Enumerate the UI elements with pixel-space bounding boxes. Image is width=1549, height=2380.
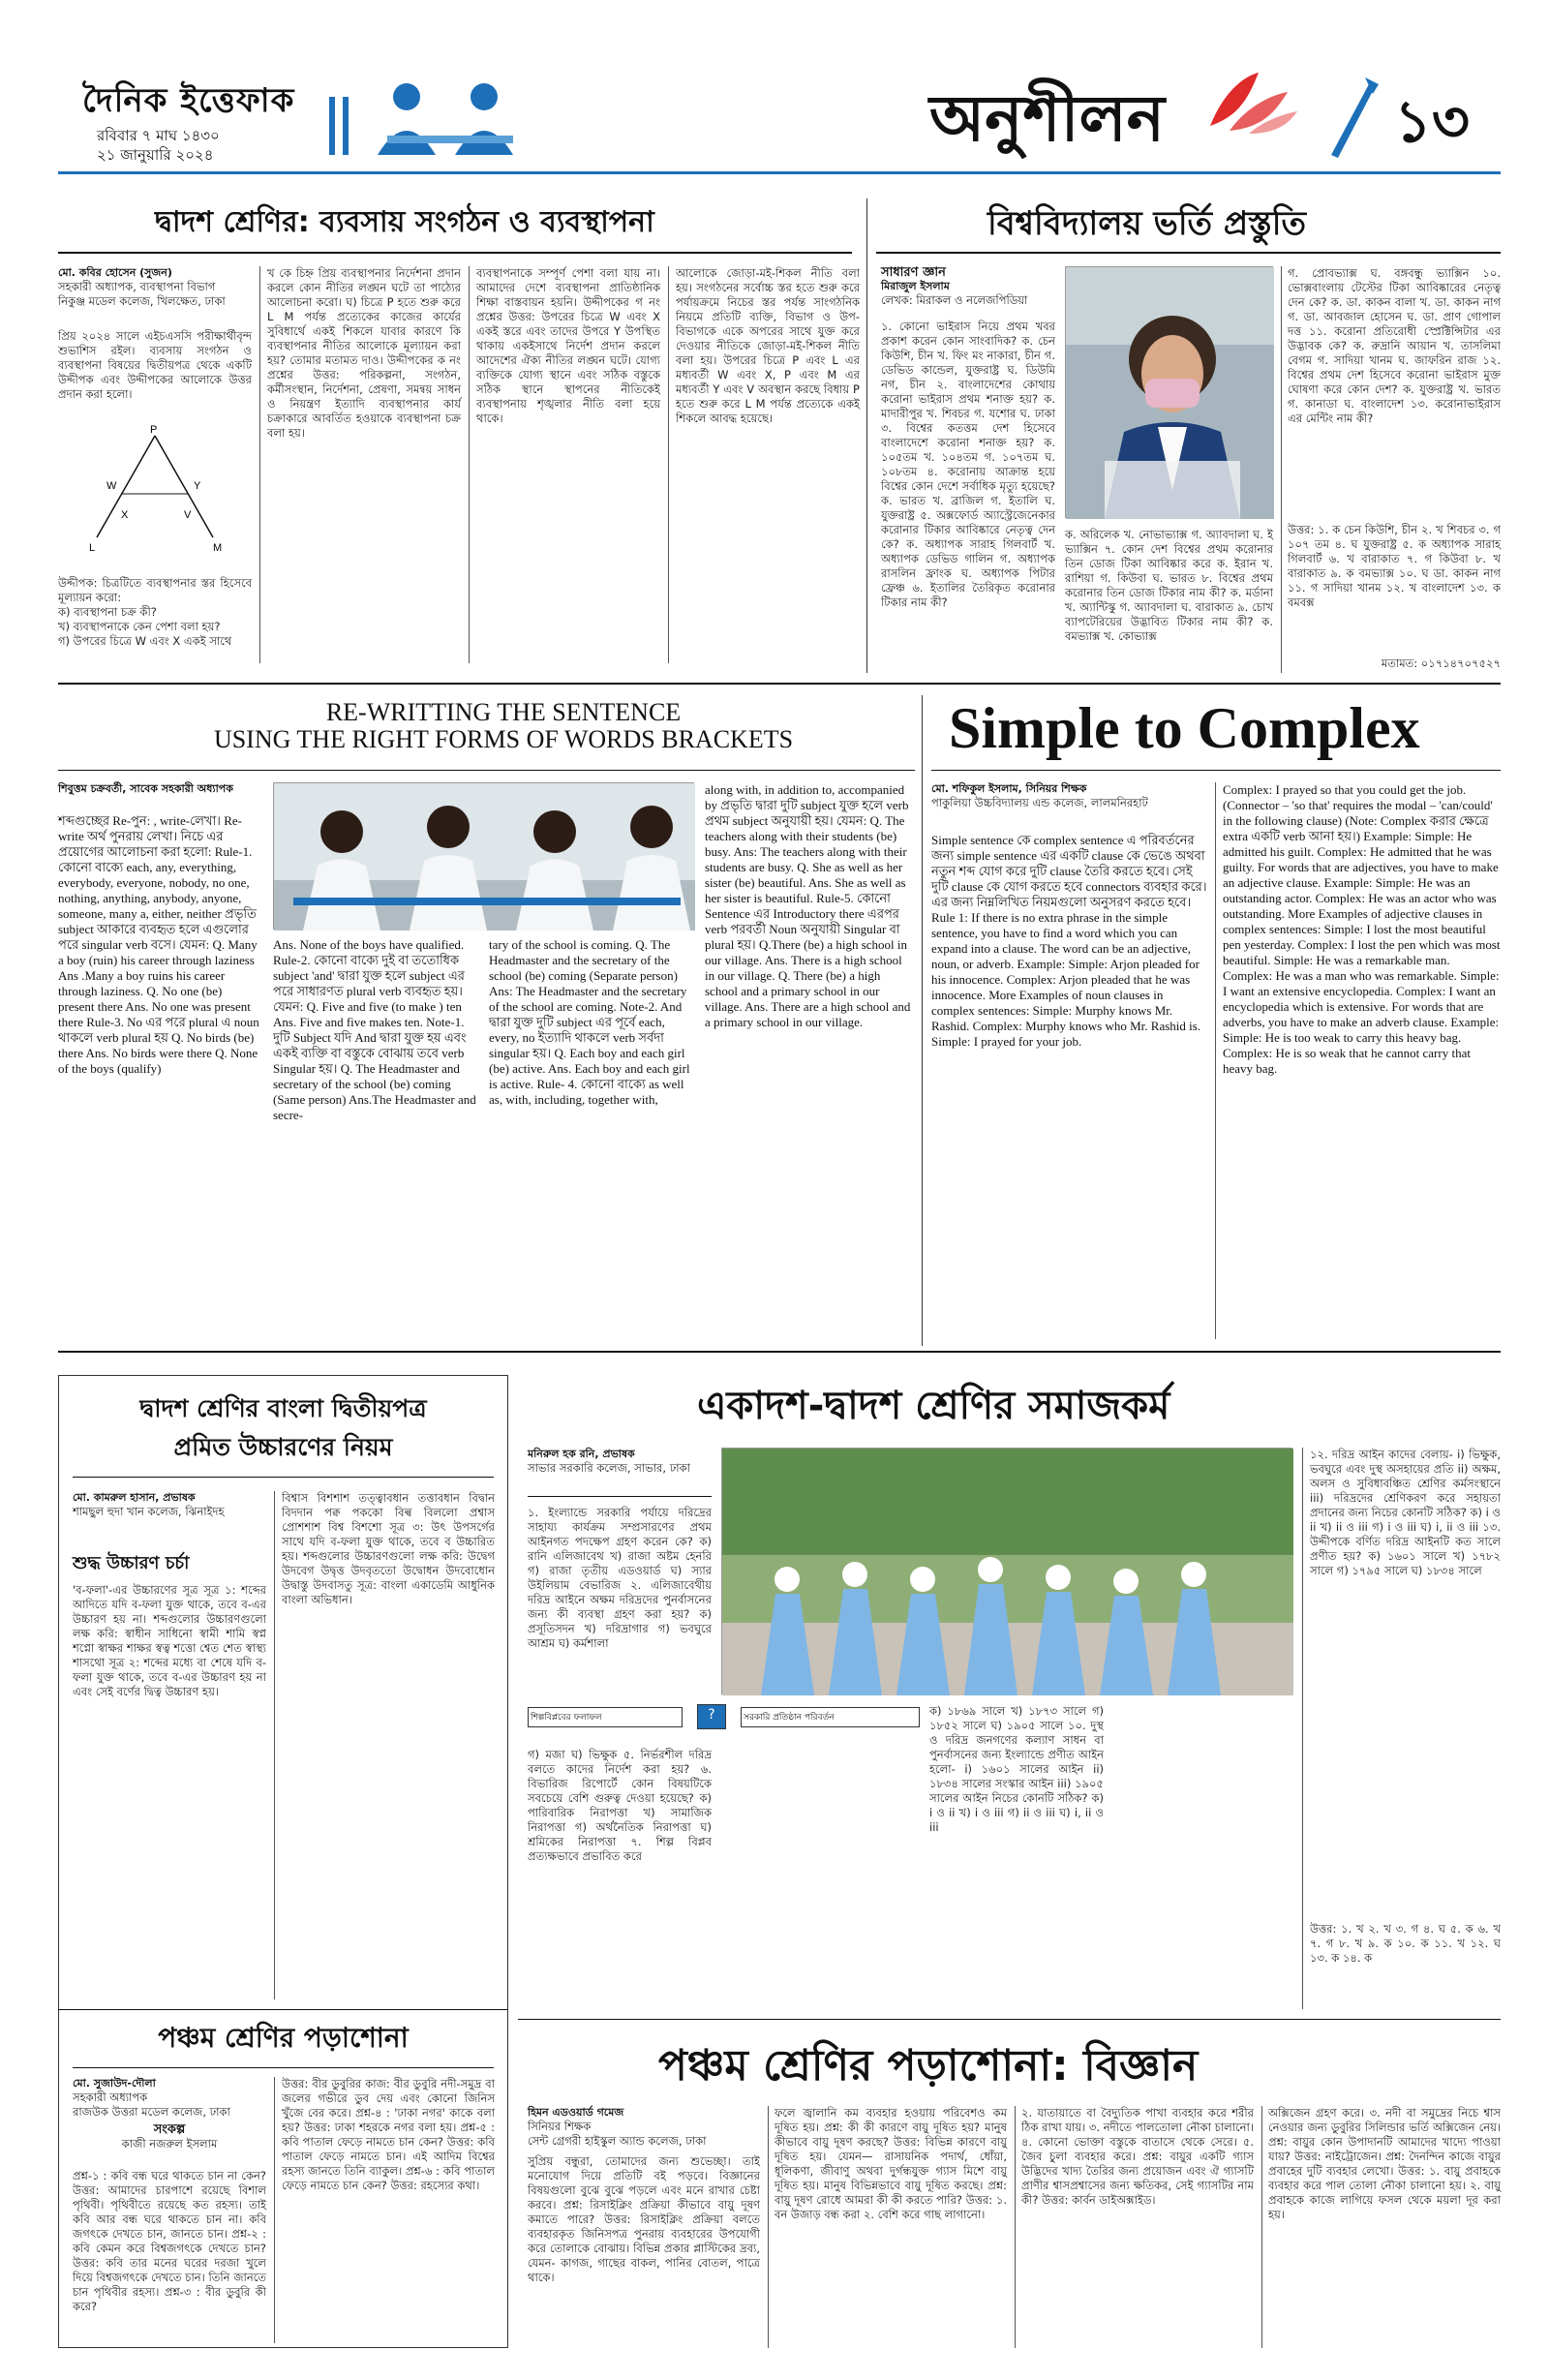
business-stimulus: [58, 576, 252, 649]
question-a: ক) ব্যবস্থাপনা চক্র কী?: [58, 605, 157, 619]
issue-date: [97, 126, 220, 165]
lesson-name: সংকল্প: [153, 2122, 186, 2137]
author-role: লেখক: মিরাকল ও নলেজপিডিয়া: [881, 293, 1028, 307]
author-name: মনিরুল হক রনি, প্রভাষক: [528, 1448, 635, 1460]
author-school: পাকুলিয়া উচ্চবিদ্যালয় এন্ড কলেজ, লালমনিরহাট: [931, 796, 1148, 809]
samaj-answers: উত্তর: ১. খ ২. খ ৩. গ ৪. ঘ ৫. ক ৬. খ ৭. গ ৮. খ ৯. ক ১০. ক ১১. খ ১২. ঘ ১৩. ক ১৪. ক: [1310, 1922, 1501, 1965]
author-name: মো. শফিকুল ইসলাম, সিনিয়র শিক্ষক: [931, 782, 1087, 795]
svg-text:M: M: [213, 542, 223, 554]
author-name: মিরাজুল ইসলাম: [881, 280, 950, 292]
author-school: সেন্ট গ্রেগরী হাইস্কুল অ্যান্ড কলেজ, ঢাকা: [528, 2134, 707, 2148]
newspaper-logo: দৈনিক ইত্তেফাক: [82, 81, 295, 120]
students-walking-photo: [721, 1448, 1292, 1694]
issue-date-bn: রবিবার ৭ মাঘ ১৪৩০: [97, 127, 220, 144]
samaj-title: একাদশ-দ্বাদশ শ্রেণির সমাজকর্ম: [697, 1384, 1170, 1428]
samaj-column-2: গ) মজা ঘ) ভিক্ষুক ৫. নির্ভরশীল দরিদ্র বলতে কাদের নির্দেশ করা হয়? ৬. বিভারিজ রিপোর্টে কোন বিষয়টিকে সবচেয়ে বেশি গুরুত্ব দেওয়া হয়েছে? ক) পারিবারিক নিরাপত্তা খ) সামাজিক নিরাপত্তা গ) অর্থনৈতিক নিরাপত্তা ঘ) শ্রমিকের নিরাপত্তা ৭. শিল্প বিপ্লব প্রত্যক্ষভাবে প্রভাবিত করে: [528, 1748, 712, 1863]
science-column-2: ফলে জ্বালানি কম ব্যবহার হওয়ায় পরিবেশও কম দূষিত হয়। প্রশ্ন: কী কী কারণে বায়ু দূষিত হয়? মানুষ কীভাবে বায়ু দূষণ করছে? উত্তর: বিভিন্ন কারণে বায়ু দূষিত হয়। যেমন— রাসায়নিক পদার্থ, ধোঁয়া, ধূলিকণা, জীবাণু অথবা দুর্গন্ধযুক্ত গ্যাস মিশে বায়ু দূষিত হয়। মানুষ বিভিন্নভাবে বায়ু দূষিত করছে। প্রশ্ন: বায়ু দূষণ রোধে আমরা কী কী করতে পারি? উত্তর: ১. বন উজাড় বন্ধ করা ২. বেশি করে গাছ লাগানো।: [774, 2106, 1007, 2221]
author-name: মো. কামরুল হাসান, প্রভাষক: [73, 1491, 196, 1504]
samaj-column-3: ক) ১৮৬৯ সালে খ) ১৮৭৩ সালে গ) ১৮৫২ সালে ঘ) ১৯০৫ সালে ১০. দুস্থ ও দরিদ্র জনগণের কল্যাণ সাধন বা পুনর্বাসনের জন্য ইংল্যান্ডে প্রণীত আইন হলো- i) ১৬০১ সালের আইন ii) ১৮৩৪ সালের সংস্কার আইন iii) ১৯০৫ সালের আইন নিচের কোনটি সঠিক? ক) i ও ii খ) i ও iii গ) ii ও iii ঘ) i, ii ও iii: [929, 1704, 1104, 1834]
admission-column-1: ১. কোনো ভাইরাস নিয়ে প্রথম খবর প্রকাশ করেন কোন সাংবাদিক? ক. চেন কিউশি, চীন খ. ফিং মং নাকারা, চীন গ. ডেভিড কান্ডেল, যুক্তরাষ্ট্র ঘ. ডিউমি নগ, চীন ২. বাংলাদেশের কোথায় করোনা ভাইরাস প্রথম শনাক্ত হয়? ক. মাদারীপুর খ. শিবচর গ. যশোর ঘ. ঢাকা ৩. বিশ্বের কতত্তম দেশ হিসেবে বাংলাদেশে করোনা শনাক্ত হয়? ক. ১০৫তম খ. ১০৪তম গ. ১০৭তম ঘ. ১০৮তম ৪. করোনায় আক্রান্ত হয়ে বিশ্বের কোন দেশে সর্বাধিক মৃত্যু হয়েছে? ক. ভারত খ. ব্রাজিল গ. ইতালি ঘ. যুক্তরাষ্ট্র ৫. অক্সফোর্ড অ্যাস্ট্রেজেনেকার করোনার টিকার আবিষ্কারে নেতৃত্ব দেন কে? ক. অধ্যাপক সারাহ গিলবার্ট খ. অধ্যাপক ডেভিড গালিন গ. অধ্যাপক রাসলিন ফ্রাংক ঘ. অধ্যাপক পিটার ফ্রেঞ্চ ৬. ইতালির তৈরিকৃত করোনার টিকার নাম কী?: [881, 320, 1055, 609]
svg-text:P: P: [150, 424, 158, 436]
divider: [58, 252, 852, 254]
flow-box-right: সরকারি প্রতিষ্ঠান পরিবর্তন: [741, 1707, 920, 1727]
rewriting-column-3: tary of the school is coming. Q. The Headmaster and the secretary of the school (be) coming (Separate person) Ans: The Headmaster and the secretary of the school are coming. Note-2. And দ্বারা যুক্ত দুটি subject এর পূর্বে each, every, no ইত্যাদি থাকলে verb সর্বদা singular হয়। Q. Each boy and each girl (be) active. Ans. Each boy and each girl is active. Rule- 4. কোনো বাক্যে as well as, with, including, together with,: [489, 937, 690, 1107]
samaj-byline: [528, 1448, 712, 1476]
business-column-4: আলোকে জোড়া-মই-শিকল নীতি বলা হয়। সংগঠনের সর্বোচ্চ স্তর হতে শুরু করে পর্যায়ক্রমে নিচের স্তর পর্যন্ত সাংগঠনিক নিয়মে প্রতিটি ব্যক্তি, বিভাগ ও উপ-বিভাগকে একে অপরের সাথে যুক্ত করে দেওয়ার নীতিকে জোড়া-মই-শিকল নীতি বলা হয়। উপরের চিত্রে P এবং L এর মধ্যবর্তী W এবং X, P এবং M এর মধ্যবর্তী Y এবং V অবস্থান করছে বিধায় P হতে শুরু করে L M পর্যন্ত প্রত্যেকে একই শিকলে আবদ্ধ হয়েছে।: [676, 266, 860, 425]
bangla-column-1: 'ব-ফলা'-এর উচ্চারণের সূত্র সূত্র ১: শব্দের আদিতে যদি ব-ফলা যুক্ত থাকে, তবে ব-এর উচ্চারণ হয় না। শব্দগুলোর উচ্চারণগুলো লক্ষ করি: স্বাধীন সাধিনো স্বামী শামি স্বপ্ন শপ্নো স্বাক্ষর শাক্ষর স্বত্ব শত্তো শ্বেত শেত স্বাস্থ্য শাসথো সূত্র ২: শব্দের মধ্যে বা শেষে যদি ব-ফলা যুক্ত থাকে, তবে ব-এর উচ্চারণ হয় না এবং সেই বর্ণের দ্বিত্ব উচ্চারণ হয়।: [73, 1583, 266, 1698]
flow-box-left: শিল্পবিপ্লবের ফলাফল: [528, 1707, 683, 1727]
complex-byline: [931, 782, 1207, 810]
author-school: শামছুল হুদা খান কলেজ, ঝিনাইদহ: [73, 1505, 225, 1518]
author-name: মো. সুজাউদ-দৌলা: [73, 2077, 156, 2090]
rewriting-author: শিবুত্তম চক্রবর্তী, সাবেক সহকারী অধ্যাপক: [58, 782, 233, 795]
rewriting-column-4: along with, in addition to, accompanied by প্রভৃতি দ্বারা দুটি subject যুক্ত হলে verb প্রথম subject অনুযায়ী হয়। যেমন: Q. The teachers along with their students (be) busy. Ans: The teachers along with their students are busy. Q. She as well as her sister (be) beautiful. Ans. She as well as her sister is beautiful. Rule-5. কোনো Sentence এর Introductory there এরপর verb পরবর্তী Noun অনুযায়ী Singular বা plural হয়। Q.There (be) a high school in our village. Ans. There is a high school in our village. Q. There (be) a high school and a primary school in our village. Ans. There are a high school and a primary school in our village.: [705, 782, 911, 1029]
science-column-3: ২. যাতায়াতে বা বৈদ্যুতিক পাখা ব্যবহার করে শরীর ঠিক রাখা যায়। ৩. নদীতে পালতোলা নৌকা চালানো। ৪. কোনো ভোক্তা বস্তুকে বাতাসে থেকে সেরে। ৫. জৈব চুলা ব্যবহার করে। প্রশ্ন: বায়ুর একটি গ্যাস উদ্ভিদের খাদ্য তৈরির জন্য প্রয়োজন এবং ঐ গ্যাসটি প্রাণীর শ্বাসপ্রশ্বাসের জন্য ক্ষতিকর, সেই গ্যাসটির নাম কী? উত্তর: কার্বন ডাইঅক্সাইড।: [1021, 2106, 1254, 2207]
author-role: সহকারী অধ্যাপক, ব্যবস্থাপনা বিভাগ: [58, 280, 216, 293]
admission-byline: [881, 266, 1055, 308]
rewriting-column-2: Ans. None of the boys have qualified. Rule-2. কোনো বাক্যে দুই বা ততোধিক subject 'and' দ্বারা যুক্ত হলে subject এর পরে সাধারণত plural verb ব্যবহৃত হয়। যেমন: Q. Five and five (to make ) ten Ans. Five and five makes ten. Note-1. দুটি Subject যদি And দ্বারা যুক্ত হয় এবং একই ব্যক্তি বা বস্তুকে বোঝায় তবে verb Singular হয়। Q. The Headmaster and secretary of the school (be) coming (Same person) Ans.The Headmaster and secre-: [273, 937, 476, 1122]
complex-column-1: Simple sentence কে complex sentence এ পরিবর্তনের জন্য simple sentence এর একটি clause কে ভেঙে অথবা নতুন শব্দ যোগ করে দুটি clause তৈরি করতে হবে। সেই দুটি clause কে যোগ করতে হবে connectors ব্যবহার করে। এর জন্য নিম্নলিখিত নিয়মগুলো অনুসরণ করতে হবে। Rule 1: If there is no extra phrase in the simple sentence, you have to find a word which you can expand into a clause. The word can be an adjective, noun, or adverb. Example: Simple: Arjon pleaded for his innocence. Complex: Arjon pleaded that he was innocence. More Examples of noun clauses in complex sentences: Simple: Murphy knows Mr. Rashid. Complex: Murphy knows who Mr. Rashid is. Simple: I prayed for your job.: [931, 833, 1207, 1049]
question-c: গ) উপরের চিত্রে W এবং X একই সাথে: [58, 634, 232, 648]
rewriting-title-line-1: RE-WRITTING THE SENTENCE: [325, 698, 682, 726]
complex-title: Simple to Complex: [949, 696, 1420, 760]
svg-text:V: V: [184, 509, 192, 521]
admission-title: বিশ্ববিদ্যালয় ভর্তি প্রস্তুতি: [987, 204, 1306, 243]
science-column-4: অক্সিজেন গ্রহণ করে। ৩. নদী বা সমুদ্রের নিচে শ্বাস নেওয়ার জন্য ডুবুরির সিলিন্ডার ভর্তি অক্সিজেন নেয়। প্রশ্ন: বায়ুর কোন উপাদানটি আমাদের খাদ্যে পাওয়া যায়? উত্তর: নাইট্রোজেন। প্রশ্ন: দৈনন্দিন কাজে বায়ুর প্রবাহের দুটি ব্যবহার লেখো। উত্তর: ১. বায়ু প্রবাহকে ব্যবহার করে পাল তোলা নৌকা চালানো হয়। ২. বায়ু প্রবাহকে কাজে লাগিয়ে ফসল থেকে ময়লা দূর করা হয়।: [1268, 2106, 1501, 2221]
svg-text:X: X: [121, 509, 129, 521]
stimulus-text: উদ্দীপক: চিত্রটিতে ব্যবস্থাপনার স্তর হিসেবে মূল্যায়ন করো:: [58, 576, 252, 604]
student-masked-photo: [1065, 266, 1273, 518]
samaj-flowchart: [528, 1699, 925, 1738]
rewriting-title: [97, 699, 910, 753]
bangla-title: [73, 1389, 494, 1467]
issue-date-en: ২১ জানুয়ারি ২০২৪: [97, 146, 214, 164]
author-name: হিমন এডওয়ার্ড গমেজ: [528, 2106, 624, 2119]
svg-text:W: W: [106, 480, 117, 492]
bangla-title-line-1: দ্বাদশ শ্রেণির বাংলা দ্বিতীয়পত্র: [139, 1394, 427, 1422]
class5-title: পঞ্চম শ্রেণির পড়াশোনা: [158, 2022, 409, 2054]
organization-hierarchy-diagram: [68, 421, 242, 557]
class5-byline: [73, 2077, 266, 2151]
poet-name: কাজী নজরুল ইসলাম: [121, 2137, 218, 2151]
business-title: দ্বাদশ শ্রেণির: ব্যবসায় সংগঠন ও ব্যবস্থাপনা: [155, 205, 654, 239]
author-school: সাভার সরকারি কলেজ, সাভার, ঢাকা: [528, 1461, 690, 1475]
admission-column-3: গ. প্রোবভ্যাক্স ঘ. বঙ্গবন্ধু ভ্যাক্সিন ১০. ভোক্সবাংলায় টেস্টের টিকা আবিষ্কারের নেতৃত্ব দেন কে? ক. ডা. কাকন বালা খ. ডা. কাকন নাগ গ. ডা. আবজাল হোসেন ঘ. ডা. প্রাণ গোপাল দত্ত ১১. করোনা প্রতিরোধী স্প্রেক্টিন্সিটার এর উদ্ভাবক কে? ক. রুদ্রানি আয়ান খ. তাসলিমা বেগম গ. সাদিয়া খানম ঘ. জাফরিন রাজ ১২. বিশ্বের প্রথম দেশ হিসেবে করোনা ভাইরাস মুক্ত ঘোষণা করে কোন দেশ? ক. যুক্তরাষ্ট্র খ. ভারত গ. কানাডা ঘ. বাংলাদেশ ১৩. করোনাভাইরাস এর মেন্টিং নাম কী?: [1288, 266, 1501, 425]
admission-column-2: ক. অরিলেক খ. নোভাভ্যাক্স গ. অ্যাবদালা ঘ. ই ভ্যাক্সিন ৭. কোন দেশ বিশ্বের প্রথম করোনার তিন ডোজ টিকা আবিষ্কার করে ক. ইরান খ. রাশিয়া গ. কিউবা ঘ. ভারত ৮. বিশ্বের প্রথম করোনার তিন ডোজ টিকার নাম কী? ক. মর্ডানা খ. অ্যান্টিস্কু গ. অ্যাবদালা ঘ. বারাকাত ৯. চোখ ব্যাপটেরিয়ের উদ্ভাবিত টিকার নাম কী? ক. বমভ্যাক্স খ. কোভ্যাক্স: [1065, 528, 1273, 643]
complex-column-2: Complex: I prayed so that you could get the job. (Connector – 'so that' requires the modal – 'can/could' in the following clause) (Note: Complex করার ক্ষেত্রে extra একটি verb আনা হয়।) Example: Simple: He admitted his guilt. Complex: He admitted that he was guilty. For words that are adjectives, you have to make an adjective clause. Example: Simple: He was an outstanding actor. Complex: He was an actor who was outstanding. More Examples of adjective clauses in complex sentences: Simple: I lost the most beautiful pen yesterday. Complex: I lost the pen which was most beautiful. Simple: He was a remarkable man. Complex: He was a man who was remarkable. Simple: I want an extensive encyclopedia. Complex: I want an encyclopedia which is extensive. For words that are adverbs, you have to make an adverb clause. Example: Simple: He is too weak to carry this heavy bag. Complex: He is so weak that he cannot carry that heavy bag.: [1223, 782, 1501, 1076]
admission-answers: উত্তর: ১. ক চেন কিউশি, চীন ২. খ শিবচর ৩. গ ১০৭ তম ৪. ঘ যুক্তরাষ্ট্র ৫. ক অধ্যাপক সারাহ গিলবার্ট ৬. খ বারাকাত ৭. গ কিউবা ৮. খ বারাকাত ৯. ক বমভ্যাক্স ১০. ঘ ডা. কাকন নাগ ১১. গ সাদিয়া খানম ১২. খ বাংলাদেশ ১৩. ক বমবক্স: [1288, 523, 1501, 609]
samaj-column-1b: [528, 1646, 712, 1690]
samaj-column-4: ১২. দরিদ্র আইন কাদের বেলায়- i) ভিক্ষুক, ভবঘুরে এবং দুস্থ অসহায়ের প্রতি ii) অক্ষম, অলস ও সুবিধাবঞ্চিত শ্রেণির কর্মসংস্থানে iii) দরিদ্রদের শ্রেণিকরণ করে সহায়তা প্রদানের জন্য নিচের কোনটি সঠিক? ক) i ও ii খ) ii ও iii গ) i ও iii ঘ) i, ii ও iii ১৩. উদ্দীপকে বর্ণিত দরিদ্র আইনটি কত সালে প্রণীত হয়? ক) ১৬০১ সালে খ) ১৭৮২ সালে গ) ১৭৯৫ সালে ঘ) ১৮৩৪ সালে: [1310, 1448, 1501, 1577]
flower-ornament-icon: [1200, 68, 1307, 136]
business-column-3: ব্যবস্থাপনাকে সম্পূর্ণ পেশা বলা যায় না। আমাদের দেশে ব্যবস্থাপনা প্রাতিষ্ঠানিক শিক্ষা বাস্তবায়ন হয়নি। উদ্দীপকের গ নং প্রশ্নের উত্তর: উপরের চিত্রে W এবং X একই স্তরে এবং তাদের উপরে Y উপস্থিত থাকায় একইসাথে নির্দেশ প্রদান করলে আদেশের ঐক্য নীতির লঙ্ঘন ঘটে। যোগ্য ব্যক্তিকে যোগ্য স্থানে এবং সঠিক বস্তুকে সঠিক স্থানে স্থাপনের নীতিকেই ব্যবস্থাপনায় শৃঙ্খলার নীতি বলা হয়ে থাকে।: [476, 266, 660, 425]
svg-text:Y: Y: [194, 480, 201, 492]
author-role: সহকারী অধ্যাপক: [73, 2090, 148, 2104]
classroom-students-photo: [273, 782, 694, 930]
author-name: মো. কবির হোসেন (সুজন): [58, 266, 172, 279]
svg-text:L: L: [89, 542, 96, 554]
pen-nib-icon: [1326, 73, 1380, 160]
author-school: নিকুঞ্জ মডেল কলেজ, খিলক্ষেত, ঢাকা: [58, 294, 226, 308]
flow-box-mid: ?: [697, 1704, 726, 1729]
rewriting-column-1: শব্দগুচ্ছের Re-পুন: , write-লেখা। Re-write অর্থ পুনরায় লেখা। নিচে এর প্রয়োগের আলোচনা করা হলো: Rule-1. কোনো বাক্যে each, any, everything, everybody, everyone, nobody, no one, nothing, anything, anybody, anyone, someone, many a, either, neither প্রভৃতি subject আকারে ব্যবহৃত হলে এগুলোর পরে singular verb বসে। যেমন: Q. Many a boy (ruin) his career through laziness Ans .Many a boy ruins his career through laziness. Q. No one (be) present there Ans. No one was present there Rule-3. No এর পরে plural এ noun থাকলে verb plural হয় Q. No birds (be) there Ans. No birds were there Q. None of the boys (qualify): [58, 813, 259, 1076]
bangla-byline: [73, 1491, 266, 1519]
reading-students-illustration-icon: [319, 68, 552, 165]
section-name: অনুশীলন: [929, 80, 1166, 156]
samaj-column-1: ১. ইংল্যান্ডে সরকারি পর্যায়ে দরিদ্রের সাহায্য কার্যক্রম সম্প্রসারণের প্রথম আইনগত পদক্ষেপ গ্রহণ করেন কে? ক) রানি এলিজাবেথ খ) রাজা অষ্টম হেনরি গ) রাজা তৃতীয় এডওয়ার্ড ঘ) স্যার উইলিয়াম বেভারিজ ২. এলিজাবেথীয় দরিদ্র আইনে অক্ষম দরিদ্রদের পুনর্বাসনের জন্য কী ব্যবস্থা গ্রহণ করা হয়? ক) প্রসূতিসদন খ) দরিদ্রাগার গ) ভবঘুরে আশ্রম ঘ) কর্মশালা: [528, 1506, 712, 1650]
author-role: সিনিয়র শিক্ষক: [528, 2120, 592, 2133]
question-b: খ) ব্যবস্থাপনাকে কেন পেশা বলা হয়?: [58, 620, 221, 633]
business-intro: প্রিয় ২০২৪ সালে এইচএসসি পরীক্ষার্থীবৃন্দ শুভাশিস রইল। ব্যবসায় সংগঠন ও ব্যবস্থাপনা বিষয়ের দ্বিতীয়পত্র থেকে একটি উদ্দীপক এবং উদ্দীপকের আলোকে উত্তর প্রদান করা হলো।: [58, 329, 252, 401]
business-byline: [58, 266, 252, 309]
class5-column-1: প্রশ্ন-১ : কবি বন্ধ ঘরে থাকতে চান না কেন? উত্তর: আমাদের চারপাশে রয়েছে বিশাল পৃথিবী। পৃথিবীতে রয়েছে কত রহস্য। তাই কবি আর বন্ধ ঘরে থাকতে চান না। কবি জগৎকে দেখতে চান, জানতে চান। প্রশ্ন-২ : কবি কেমন করে বিশ্বজগৎকে দেখতে চান? উত্তর: কবি তার মনের ঘরের দরজা খুলে দিয়ে বিশ্বজগৎকে দেখতে চান। তিনি জানতে চান পৃথিবীর রহস্য। প্রশ্ন-৩ : বীর ডুবুরি কী করে?: [73, 2169, 266, 2313]
admission-contact: মতামত: ০১৭১৪৭০৭৫২৭: [1381, 656, 1501, 670]
page-number: ১৩: [1394, 88, 1470, 156]
science-byline: [528, 2106, 760, 2149]
rewriting-title-line-2: USING THE RIGHT FORMS OF WORDS BRACKETS: [213, 725, 794, 753]
author-school: রাজউক উত্তরা মডেল কলেজ, ঢাকা: [73, 2105, 230, 2119]
bangla-title-line-2: প্রমিত উচ্চারণের নিয়ম: [173, 1433, 393, 1461]
science-title: পঞ্চম শ্রেণির পড়াশোনা: বিজ্ঞান: [658, 2041, 1199, 2090]
bangla-subhead: শুদ্ধ উচ্চারণ চর্চা: [73, 1553, 190, 1573]
bangla-column-2: বিশ্বাস বিশশাশ তত্ত্বাবধান তত্তাবধান বিদ্বান বিদদান পক্ব পককো বিল্ব বিললো প্রশ্বাস প্রোশশাশ বিশ্ব বিশশো সূত্র ৩: উৎ উপসর্গের সাথে যদি ব-ফলা যুক্ত থাকে, তবে ব উচ্চারিত হয়। শব্দগুলোর উচ্চারণগুলো লক্ষ করি: উদ্বেগ উদবেগ উদ্বৃত্ত উদবৃততো উদ্বোধন উদবোধোন উদ্বাস্তু উদবাসতু সূত্র: বাংলা একাডেমি আধুনিক বাংলা অভিধান।: [282, 1491, 495, 1606]
science-column-1: সুপ্রিয় বন্ধুরা, তোমাদের জন্য শুভেচ্ছা। তাই মনোযোগ দিয়ে প্রতিটি বই পড়বে। বিজ্ঞানের বিষয়গুলো বুঝে বুঝে পড়লে এবং মনে রাখার চেষ্টা করবে। প্রশ্ন: রিসাইক্লিং প্রক্রিয়া কীভাবে বায়ু দূষণ কমাতে পারে? উত্তর: রিসাইক্লিং প্রক্রিয়া বলতে ব্যবহারকৃত জিনিসপত্র পুনরায় ব্যবহারের উপযোগী করে তোলাকে বোঝায়। বিভিন্ন প্রকার প্লাস্টিকের দ্রব্য, যেমন- কাগজ, গাছের বাকল, পানির বোতল, পাত্রে থাকে।: [528, 2154, 760, 2284]
admission-subject: সাধারণ জ্ঞান: [881, 265, 946, 280]
business-column-2: খ কে চিহ্ন প্রিয় ব্যবস্থাপনার নির্দেশনা প্রদান করলে কোন নীতির লঙ্ঘন ঘটে তা পাঠ্যের আলোচনা করো। ঘ) চিত্রে P হতে শুরু করে L M পর্যন্ত প্রত্যেকের কাজের কার্যের সুবিধার্থে একই শিকলে যাবার কারণে কি ব্যবস্থাপনার নীতির আলোকে মূল্যায়ন করা হয়? তোমার মতামত দাও। উদ্দীপকের ক নং প্রশ্নের উত্তর: পরিকল্পনা, সংগঠন, কর্মীসংস্থান, নির্দেশনা, প্রেষণা, সমন্বয় সাধন ও নিয়ন্ত্রণ ইত্যাদি ব্যবস্থাপনার কার্য চক্রাকারে আবর্তিত হওয়াকে ব্যবস্থাপনা চক্র বলা হয়।: [267, 266, 461, 440]
class5-column-2: উত্তর: বীর ডুবুরির কাজ: বীর ডুবুরি নদী-সমুদ্র বা জলের গভীরে ডুব দেয় এবং কোনো জিনিস খুঁজে বের করে। প্রশ্ন-৪ : 'ঢাকা নগর' কাকে বলা হয়? উত্তর: ঢাকা শহরকে নগর বলা হয়। প্রশ্ন-৫ : কবি পাতাল ফেড়ে নামতে চান কেন? উত্তর: কবি পাতাল ফেড়ে নামতে চান। এই আদিম বিশ্বের রহস্য জানতে তিনি ব্যাকুল। প্রশ্ন-৬ : কবি পাতাল ফেড়ে নামতে চান কেন? উত্তর: রহস্যের কথা।: [282, 2077, 495, 2192]
